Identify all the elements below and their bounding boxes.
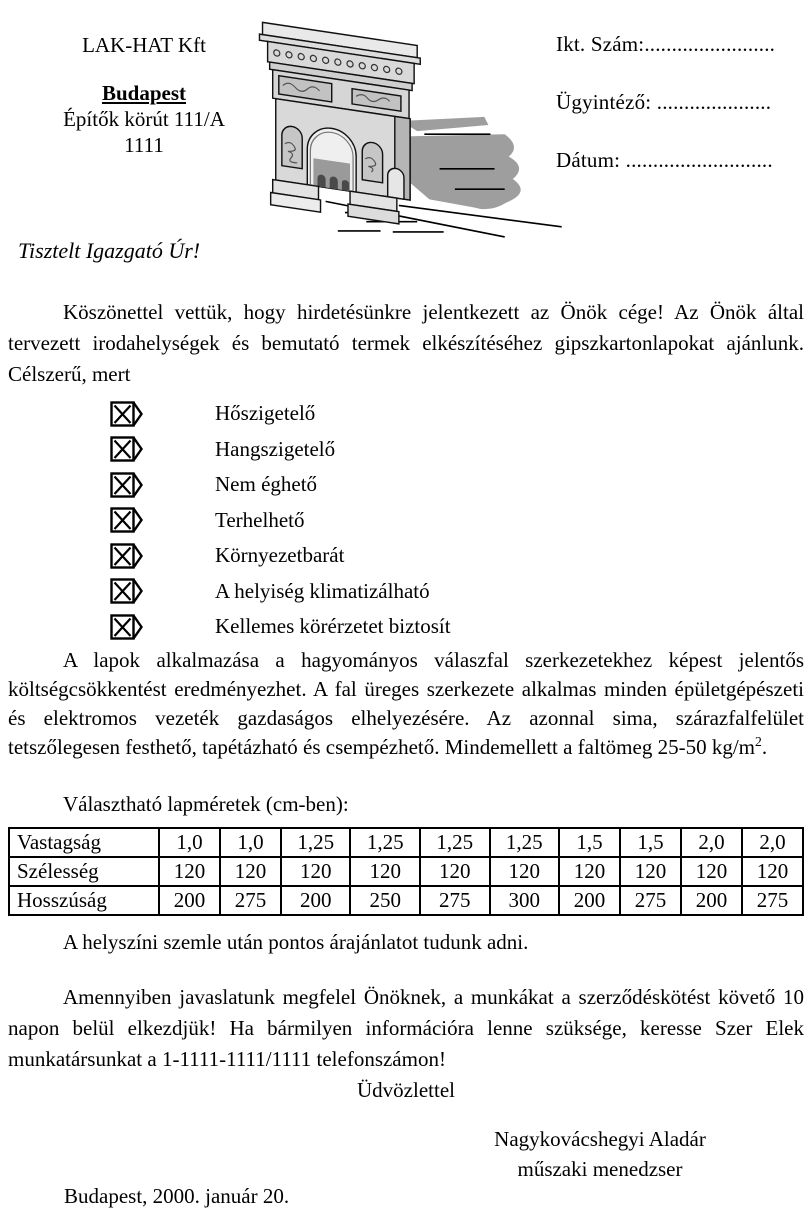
cell: 120 xyxy=(220,857,281,886)
body-text-end: . xyxy=(761,735,768,759)
cell: 120 xyxy=(159,857,220,886)
list-item xyxy=(110,396,451,432)
arc-de-triomphe-image xyxy=(248,6,564,238)
company-city: Budapest xyxy=(101,81,187,105)
feature-label: Nem éghető xyxy=(215,472,318,497)
ugyintezo-field: Ügyintéző: ..................... xyxy=(556,90,772,114)
company-name: LAK-HAT Kft xyxy=(82,33,206,57)
feature-label: Kellemes körérzetet biztosít xyxy=(215,614,451,639)
cell: 200 xyxy=(159,886,220,915)
checked-box-arrow-icon xyxy=(110,543,143,569)
signature-block xyxy=(440,1124,760,1184)
monument xyxy=(259,22,420,227)
cell: 1,25 xyxy=(420,828,490,857)
salutation: Tisztelt Igazgató Úr! xyxy=(18,238,201,263)
cell: 2,0 xyxy=(681,828,742,857)
company-street: Építők körút 111/A xyxy=(63,107,225,131)
feature-label: Hangszigetelő xyxy=(215,436,336,461)
company-postal-code: 1111 xyxy=(124,133,164,157)
intro-paragraph: Köszönettel vettük, hogy hirdetésünkre jelentkezett az Önök cége! Az Önök által tervezett irodahelységek és bemutató termek elkészítéséhez gipszkartonlapokat ajánlunk. Célszerű, mert xyxy=(8,300,804,386)
table-caption: Választható lapméretek (cm-ben): xyxy=(63,792,349,816)
shadow-sliver xyxy=(401,117,489,131)
checked-box-arrow-icon xyxy=(110,614,143,640)
cell: 1,25 xyxy=(490,828,560,857)
cell: 120 xyxy=(420,857,490,886)
feature-label: A helyiség klimatizálható xyxy=(215,578,430,603)
cell: 275 xyxy=(420,886,490,915)
cell: 120 xyxy=(350,857,420,886)
row-label: Vastagság xyxy=(9,828,159,857)
checked-box-arrow-icon xyxy=(110,507,143,533)
cell: 120 xyxy=(490,857,560,886)
cell: 300 xyxy=(490,886,560,915)
cell: 200 xyxy=(559,886,620,915)
cell: 1,0 xyxy=(220,828,281,857)
feature-label: Terhelhető xyxy=(215,507,305,532)
table-row-hosszusag xyxy=(9,886,803,915)
cell: 200 xyxy=(281,886,351,915)
feature-label: Környezetbarát xyxy=(215,543,345,568)
table-row-vastagsag xyxy=(9,828,803,857)
cell: 275 xyxy=(620,886,681,915)
feature-label: Hőszigetelő xyxy=(215,401,316,426)
cell: 250 xyxy=(350,886,420,915)
cell: 2,0 xyxy=(742,828,803,857)
cell: 1,25 xyxy=(350,828,420,857)
feature-checklist xyxy=(110,396,451,645)
registry-fields xyxy=(556,32,806,206)
superscript-2: 2 xyxy=(755,734,762,749)
cell: 120 xyxy=(620,857,681,886)
list-item xyxy=(110,503,451,539)
cell: 200 xyxy=(681,886,742,915)
cell: 120 xyxy=(281,857,351,886)
signer-title: műszaki menedzser xyxy=(517,1157,683,1181)
checked-box-arrow-icon xyxy=(110,401,143,427)
datum-field: Dátum: ........................... xyxy=(556,148,773,172)
sheet-sizes-table xyxy=(8,827,804,916)
closing-word: Üdvözlettel xyxy=(357,1078,455,1102)
cell: 1,0 xyxy=(159,828,220,857)
list-item xyxy=(110,432,451,468)
row-label: Hosszúság xyxy=(9,886,159,915)
ikt-szam-field: Ikt. Szám:........................ xyxy=(556,32,776,56)
cell: 120 xyxy=(559,857,620,886)
list-item xyxy=(110,574,451,610)
cell: 1,5 xyxy=(620,828,681,857)
ground-shadow xyxy=(401,134,521,209)
cell: 120 xyxy=(681,857,742,886)
list-item xyxy=(110,538,451,574)
date-line: Budapest, 2000. január 20. xyxy=(64,1184,290,1208)
checked-box-arrow-icon xyxy=(110,436,143,462)
table-row-szelesseg xyxy=(9,857,803,886)
survey-line: A helyszíni szemle után pontos árajánlatot tudunk adni. xyxy=(63,930,529,954)
letterhead-sender-block xyxy=(22,32,266,158)
signer-name: Nagykovácshegyi Aladár xyxy=(494,1127,706,1151)
cell: 1,5 xyxy=(559,828,620,857)
body-text: A lapok alkalmazása a hagyományos válaszfal szerkezetekhez képest jelentős költségcsökkentést eredményezhet. A fal üreges szerkezete alkalmas minden épületgépészeti és elektromos vezeték gazdaságos elhelyezésére. Az azonnal sima, szárazfalfelület tetszőlegesen festhető, tapétázható és csempézhető. Mindemellett a faltömeg 25-50 kg/m xyxy=(8,648,804,759)
body-paragraph xyxy=(8,646,804,762)
cell: 275 xyxy=(220,886,281,915)
offer-paragraph: Amennyiben javaslatunk megfelel Önöknek, a munkákat a szerződéskötést követő 10 napon belül elkezdjük! Ha bármilyen információra lenne szüksége, keresse Szer Elek munkatársunkat a 1-1111-1111/1111 telefonszámon! xyxy=(8,985,804,1071)
list-item xyxy=(110,609,451,645)
list-item xyxy=(110,467,451,503)
cell: 1,25 xyxy=(281,828,351,857)
checked-box-arrow-icon xyxy=(110,472,143,498)
cell: 275 xyxy=(742,886,803,915)
row-label: Szélesség xyxy=(9,857,159,886)
checked-box-arrow-icon xyxy=(110,578,143,604)
cell: 120 xyxy=(742,857,803,886)
